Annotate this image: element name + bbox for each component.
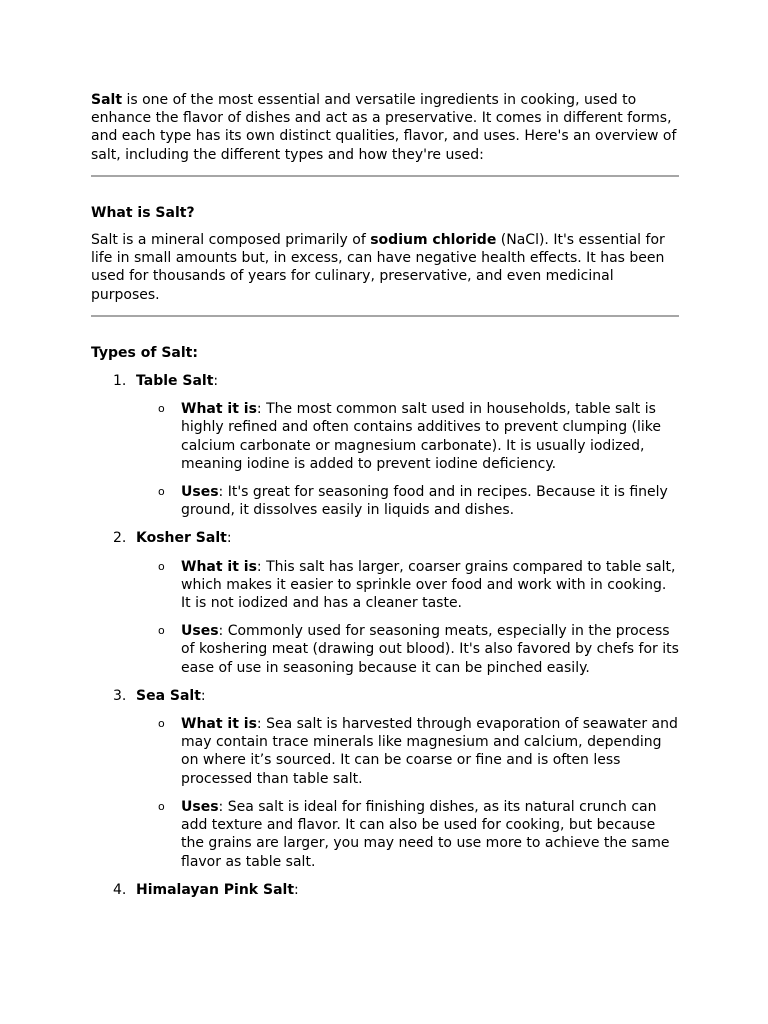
point-text: : This salt has larger, coarser grains compared to table salt, which makes it easier to sprinkle over food and work with in cooking. It is not iodized and has a cleaner taste.	[181, 558, 676, 612]
bullet-icon: o	[158, 717, 165, 731]
type-point	[136, 400, 679, 473]
type-point	[136, 715, 679, 788]
type-title	[136, 687, 679, 705]
point-label: Uses	[181, 798, 219, 815]
type-point	[136, 558, 679, 613]
types-list	[91, 372, 679, 899]
types-heading: Types of Salt:	[91, 344, 198, 361]
what-is-heading: What is Salt?	[91, 204, 195, 221]
type-item	[91, 529, 679, 676]
type-points-list	[136, 715, 679, 871]
what-is-text-before: Salt is a mineral composed primarily of	[91, 232, 371, 249]
type-title	[136, 529, 679, 547]
type-points-list	[136, 558, 679, 677]
intro-paragraph	[91, 91, 679, 164]
type-point	[136, 798, 679, 871]
bullet-icon: o	[158, 624, 165, 638]
point-label: What it is	[181, 716, 257, 733]
type-item	[91, 372, 679, 519]
point-text: : Sea salt is harvested through evaporation of seawater and may contain trace minerals like magnesium and calcium, depending on where it’s sourced. It can be coarse or fine and is often less processed than table salt.	[181, 716, 678, 787]
type-title	[136, 881, 679, 899]
type-name: Himalayan Pink Salt	[136, 881, 295, 898]
type-points-list	[136, 400, 679, 519]
point-label: What it is	[181, 401, 257, 418]
type-name-suffix: :	[213, 373, 219, 390]
type-number: 1.	[113, 373, 127, 390]
what-is-text-after: (NaCl). It's essential for life in small amounts but, in excess, can have negative health effects. It has been used for thousands of years for culinary, preservative, and even medicinal purposes.	[91, 232, 665, 303]
type-name: Table Salt	[136, 373, 214, 390]
point-text: : It's great for seasoning food and in recipes. Because it is finely ground, it dissolves easily in liquids and dishes.	[181, 484, 668, 519]
type-item	[91, 687, 679, 871]
type-name-suffix: :	[200, 687, 206, 704]
type-name: Sea Salt	[136, 687, 201, 704]
point-label: Uses	[181, 484, 219, 501]
bullet-icon: o	[158, 799, 165, 813]
bullet-icon: o	[158, 485, 165, 499]
type-name-suffix: :	[226, 530, 232, 547]
type-number: 4.	[113, 881, 127, 898]
type-number: 3.	[113, 687, 127, 704]
type-point	[136, 622, 679, 677]
type-title	[136, 372, 679, 390]
point-text: : Commonly used for seasoning meats, especially in the process of koshering meat (drawing out blood). It's also favored by chefs for its ease of use in seasoning because it can be pinched easily.	[181, 623, 679, 676]
point-text: : Sea salt is ideal for finishing dishes, as its natural crunch can add texture and flavor. It can also be used for cooking, but because the grains are larger, you may need to use more to achieve the same flavor as table salt.	[181, 798, 670, 870]
what-is-paragraph	[91, 231, 679, 304]
intro-term: Salt	[91, 92, 123, 108]
bullet-icon: o	[158, 402, 165, 416]
what-is-bold-term: sodium chloride	[370, 232, 497, 249]
type-item	[91, 881, 679, 899]
type-point	[136, 483, 679, 519]
point-label: What it is	[181, 558, 257, 575]
point-text: : The most common salt used in households, table salt is highly refined and often contains additives to prevent clumping (like calcium carbonate or magnesium carbonate). It is usually iodized, meaning iodine is added to prevent iodine deficiency.	[181, 401, 661, 472]
type-name-suffix: :	[294, 881, 299, 898]
horizontal-rule	[91, 315, 679, 317]
bullet-icon: o	[158, 559, 165, 573]
type-number: 2.	[113, 530, 127, 547]
horizontal-rule	[91, 175, 679, 177]
type-name: Kosher Salt	[136, 530, 227, 547]
document-content	[91, 91, 679, 909]
intro-text: is one of the most essential and versatile ingredients in cooking, used to enhance the flavor of dishes and act as a preservative. It comes in different forms, and each type has its own distinct qualities, flavor, and uses. Here's an overview of salt, including the different types and how they're used:	[91, 92, 677, 163]
point-label: Uses	[181, 623, 219, 640]
